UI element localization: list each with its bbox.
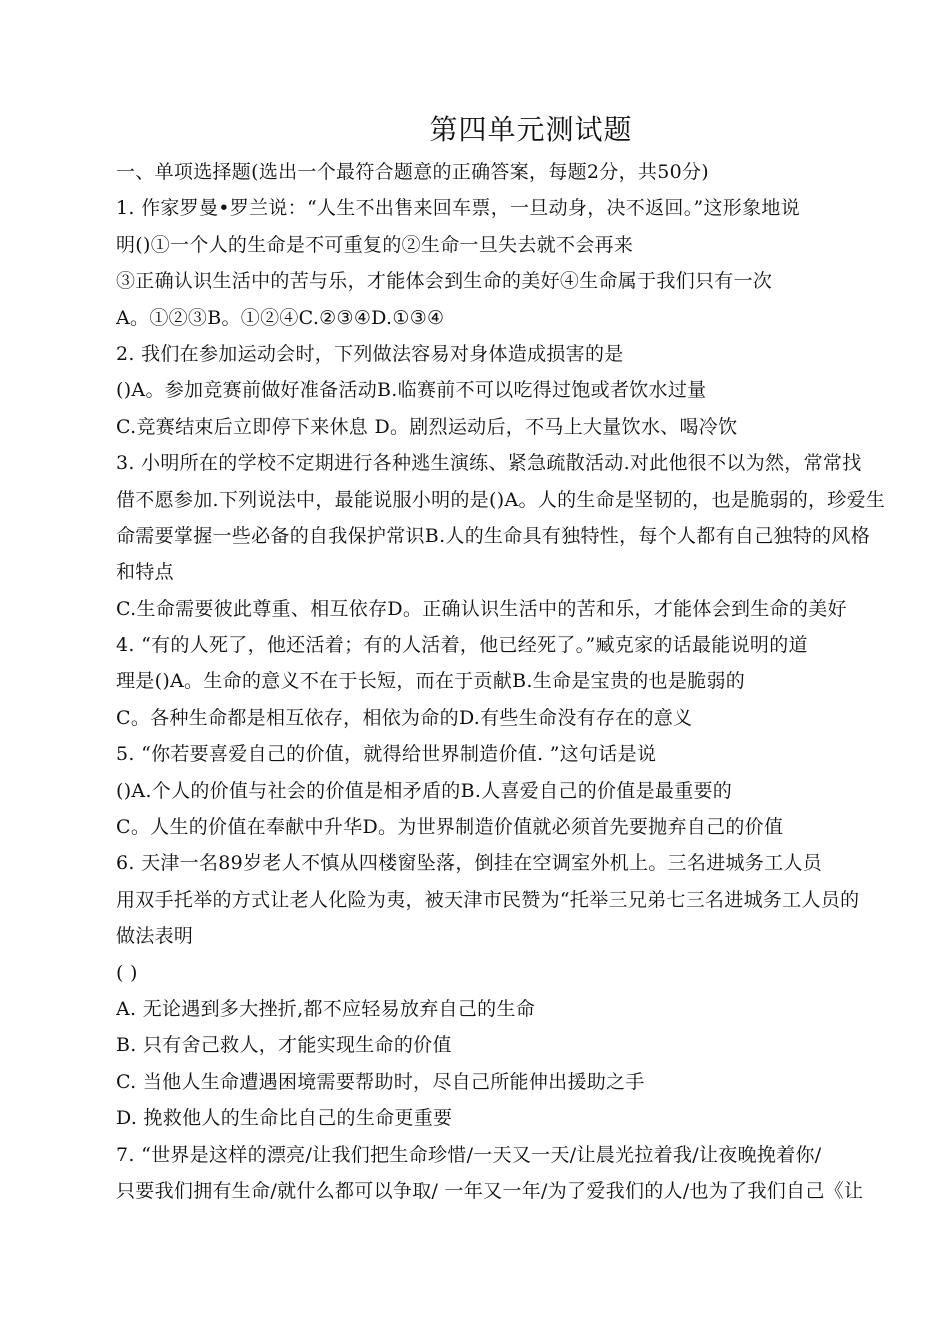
text-line: ( ) [116, 961, 138, 984]
answer-option: B. 只有舍己救人，才能实现生命的价值 [116, 1034, 452, 1057]
answer-option: A. 无论遇到多大挫折,都不应轻易放弃自己的生命 [116, 997, 536, 1020]
text-line: 用双手托举的方式让老人化险为夷，被天津市民赞为“托举三兄弟七三名进城务工人员的 [116, 888, 860, 911]
text-line: 做法表明 [116, 925, 194, 948]
text-line: 和特点 [116, 561, 174, 584]
answer-option: D. 挽救他人的生命比自己的生命更重要 [116, 1107, 453, 1130]
text-line: ()A。参加竞赛前做好准备活动B.临赛前不可以吃得过饱或者饮水过量 [116, 379, 707, 402]
text-line: 4. “有的人死了，他还活着；有的人活着，他已经死了。”臧克家的话最能说明的道 [116, 634, 808, 657]
text-line: C.生命需要彼此尊重、相互依存D。正确认识生活中的苦和乐，才能体会到生命的美好 [116, 597, 847, 620]
text-line: C.竞赛结束后立即停下来休息 D。剧烈运动后，不马上大量饮水、喝冷饮 [116, 415, 738, 438]
text-line: 7. “世界是这样的漂亮/让我们把生命珍惜/一天又一天/让晨光拉着我/让夜晚挽着你/ [116, 1143, 822, 1166]
answer-option: C. 当他人生命遭遇困境需要帮助时，尽自己所能伸出援助之手 [116, 1070, 645, 1093]
text-line: ()A.个人的价值与社会的价值是相矛盾的B.人喜爱自己的价值是最重要的 [116, 779, 733, 802]
text-line: C。各种生命都是相互依存，相依为命的D.有些生命没有存在的意义 [116, 706, 693, 729]
text-line: 5. “你若要喜爱自己的价值，就得给世界制造价值. ”这句话是说 [116, 743, 657, 766]
text-line: 只要我们拥有生命/就什么都可以争取/ 一年又一年/为了爱我们的人/也为了我们自己《让 [116, 1179, 864, 1202]
text-line: 命需要掌握一些必备的自我保护常识B.人的生命具有独特性，每个人都有自己独特的风格 [116, 524, 871, 547]
text-line: 理是()A。生命的意义不在于长短，而在于贡献B.生命是宝贵的也是脆弱的 [116, 670, 746, 693]
text-line: A。①②③B。①②④C.②③④D.①③④ [116, 306, 445, 329]
text-line: 1. 作家罗曼•罗兰说：“人生不出售来回车票，一旦动身，决不返回。”这形象地说 [116, 197, 801, 220]
document-page [116, 108, 936, 1209]
text-line: 明()①一个人的生命是不可重复的②生命一旦失去就不会再来 [116, 233, 634, 256]
text-line: 6. 天津一名89岁老人不慎从四楼窗坠落，倒挂在空调室外机上。三名进城务工人员 [116, 852, 823, 875]
question-body [116, 154, 936, 1209]
text-line: C。人生的价值在奉献中升华D。为世界制造价值就必须首先要抛弃自己的价值 [116, 816, 784, 839]
text-line: 2. 我们在参加运动会时，下列做法容易对身体造成损害的是 [116, 342, 624, 365]
text-line: ③正确认识生活中的苦与乐，才能体会到生命的美好④生命属于我们只有一次 [116, 270, 773, 293]
text-line: 3. 小明所在的学校不定期进行各种逃生演练、紧急疏散活动.对此他很不以为然，常常找 [116, 452, 862, 475]
section-heading: 一、单项选择题(选出一个最符合题意的正确答案，每题2分，共50分) [116, 161, 709, 183]
text-line: 借不愿参加.下列说法中，最能说服小明的是()A。人的生命是坚韧的，也是脆弱的，珍爱生 [116, 488, 886, 511]
page-title: 第四单元测试题 [429, 113, 633, 146]
